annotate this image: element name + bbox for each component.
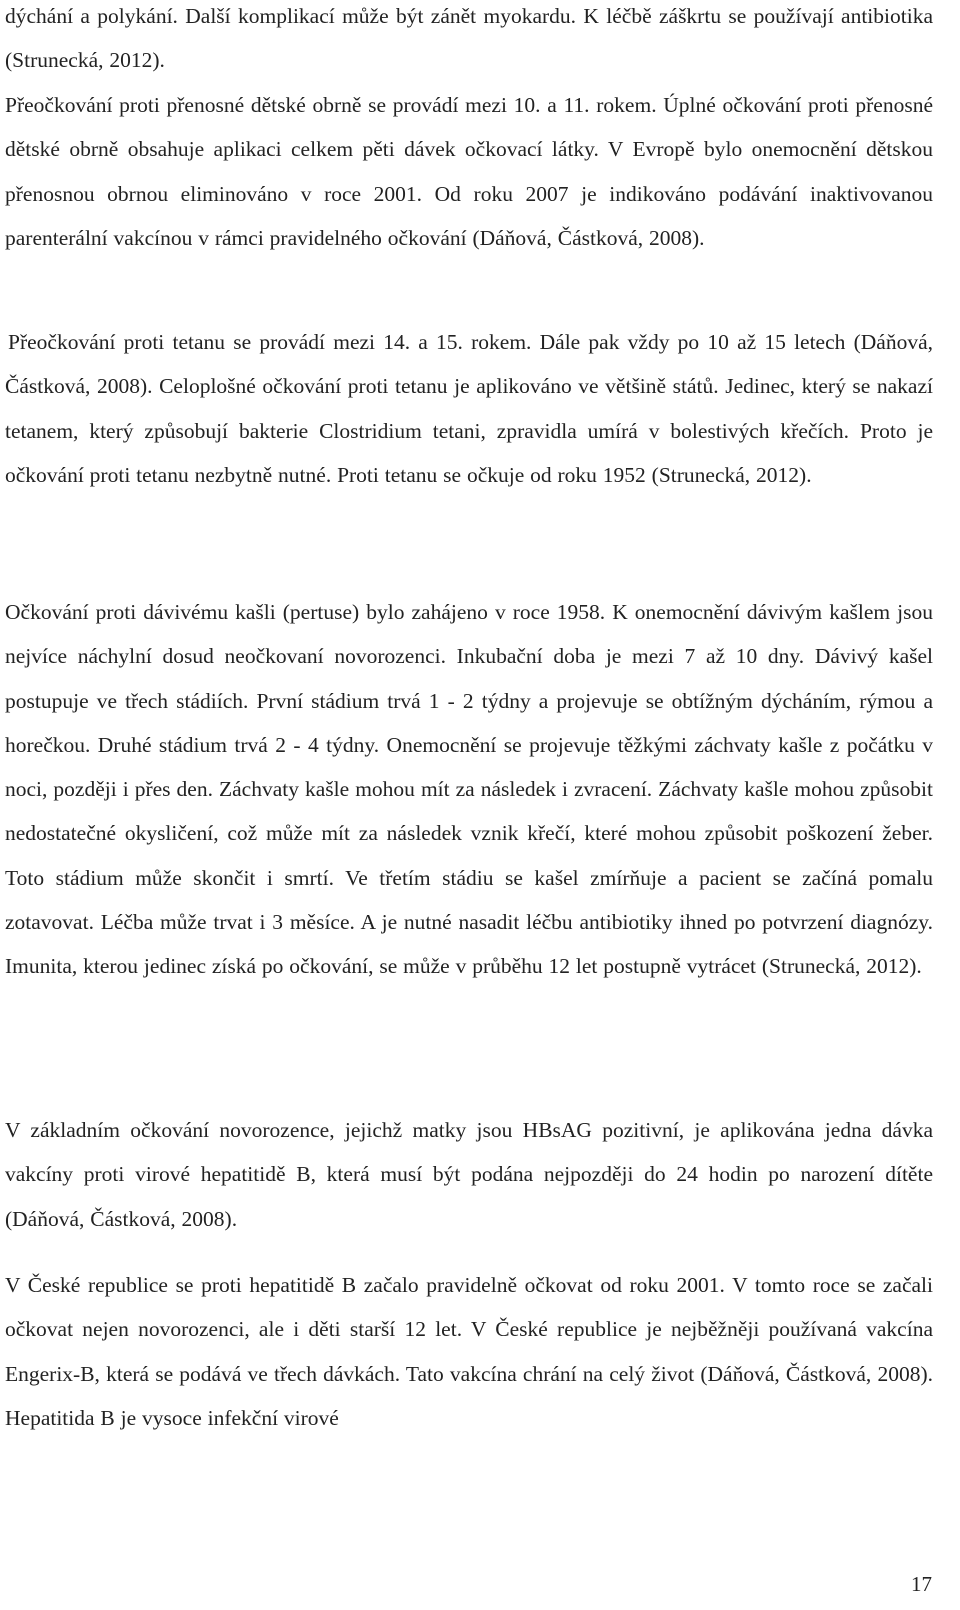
paragraph-hepatitis-newborn: V základním očkování novorozence, jejichž matky jsou HBsAG pozitivní, je aplikována jedna dávka vakcíny proti virové hepatitidě B, která musí být podána nejpozději do 24 hodin po narození dítěte (Dáňová, Částková, 2008). xyxy=(5,1118,933,1231)
page-number: 17 xyxy=(911,1572,932,1596)
paragraph-tetanus: Přeočkování proti tetanu se provádí mezi 14. a 15. rokem. Dále pak vždy po 10 až 15 letech (Dáňová, Částková, 2008). Celoplošné očkování proti tetanu je aplikováno ve většině států. Jedinec, který se nakazí tetanem, který způsobují bakterie Clostridium tetani, zpravidla umírá v bolestivých křečích. Proto je očkování proti tetanu nezbytně nutné. Proti tetanu se očkuje od roku 1952 (Strunecká, 2012). xyxy=(5,330,933,487)
paragraph-pertussis: Očkování proti dávivému kašli (pertuse) bylo zahájeno v roce 1958. K onemocnění dávivým kašlem jsou nejvíce náchylní dosud neočkovaní novorozenci. Inkubační doba je mezi 7 až 10 dny. Dávivý kašel postupuje ve třech stádiích. První stádium trvá 1 - 2 týdny a projevuje se obtížným dýcháním, rýmou a horečkou. Druhé stádium trvá 2 - 4 týdny. Onemocnění se projevuje těžkými záchvaty kašle z počátku v noci, později i přes den. Záchvaty kašle mohou mít za následek i zvracení. Záchvaty kašle mohou způsobit nedostatečné okysličení, což může mít za následek vznik křečí, které mohou způsobit poškození žeber. Toto stádium může skončit i smrtí. Ve třetím stádiu se kašel zmírňuje a pacient se začíná pomalu zotavovat. Léčba může trvat i 3 měsíce. A je nutné nasadit léčbu antibiotiky ihned po potvrzení diagnózy. Imunita, kterou jedinec získá po očkování, se může v průběhu 12 let postupně vytrácet (Strunecká, 2012). xyxy=(5,600,933,979)
paragraph-hepatitis-czech: V České republice se proti hepatitidě B začalo pravidelně očkovat od roku 2001. V tomto roce se začali očkovat nejen novorozenci, ale i děti starší 12 let. V České republice je nejběžněji používaná vakcína Engerix-B, která se podává ve třech dávkách. Tato vakcína chrání na celý život (Dáňová, Částková, 2008). Hepatitida B je vysoce infekční virové xyxy=(5,1273,933,1430)
paragraph-diphtheria-end: dýchání a polykání. Další komplikací může být zánět myokardu. K léčbě záškrtu se používají antibiotika (Strunecká, 2012). xyxy=(5,4,933,73)
paragraph-polio: Přeočkování proti přenosné dětské obrně se provádí mezi 10. a 11. rokem. Úplné očkování proti přenosné dětské obrně obsahuje aplikaci celkem pěti dávek očkovací látky. V Evropě bylo onemocnění dětskou přenosnou obrnou eliminováno v roce 2001. Od roku 2007 je indikováno podávání inaktivovanou parenterální vakcínou v rámci pravidelného očkování (Dáňová, Částková, 2008). xyxy=(5,93,933,250)
